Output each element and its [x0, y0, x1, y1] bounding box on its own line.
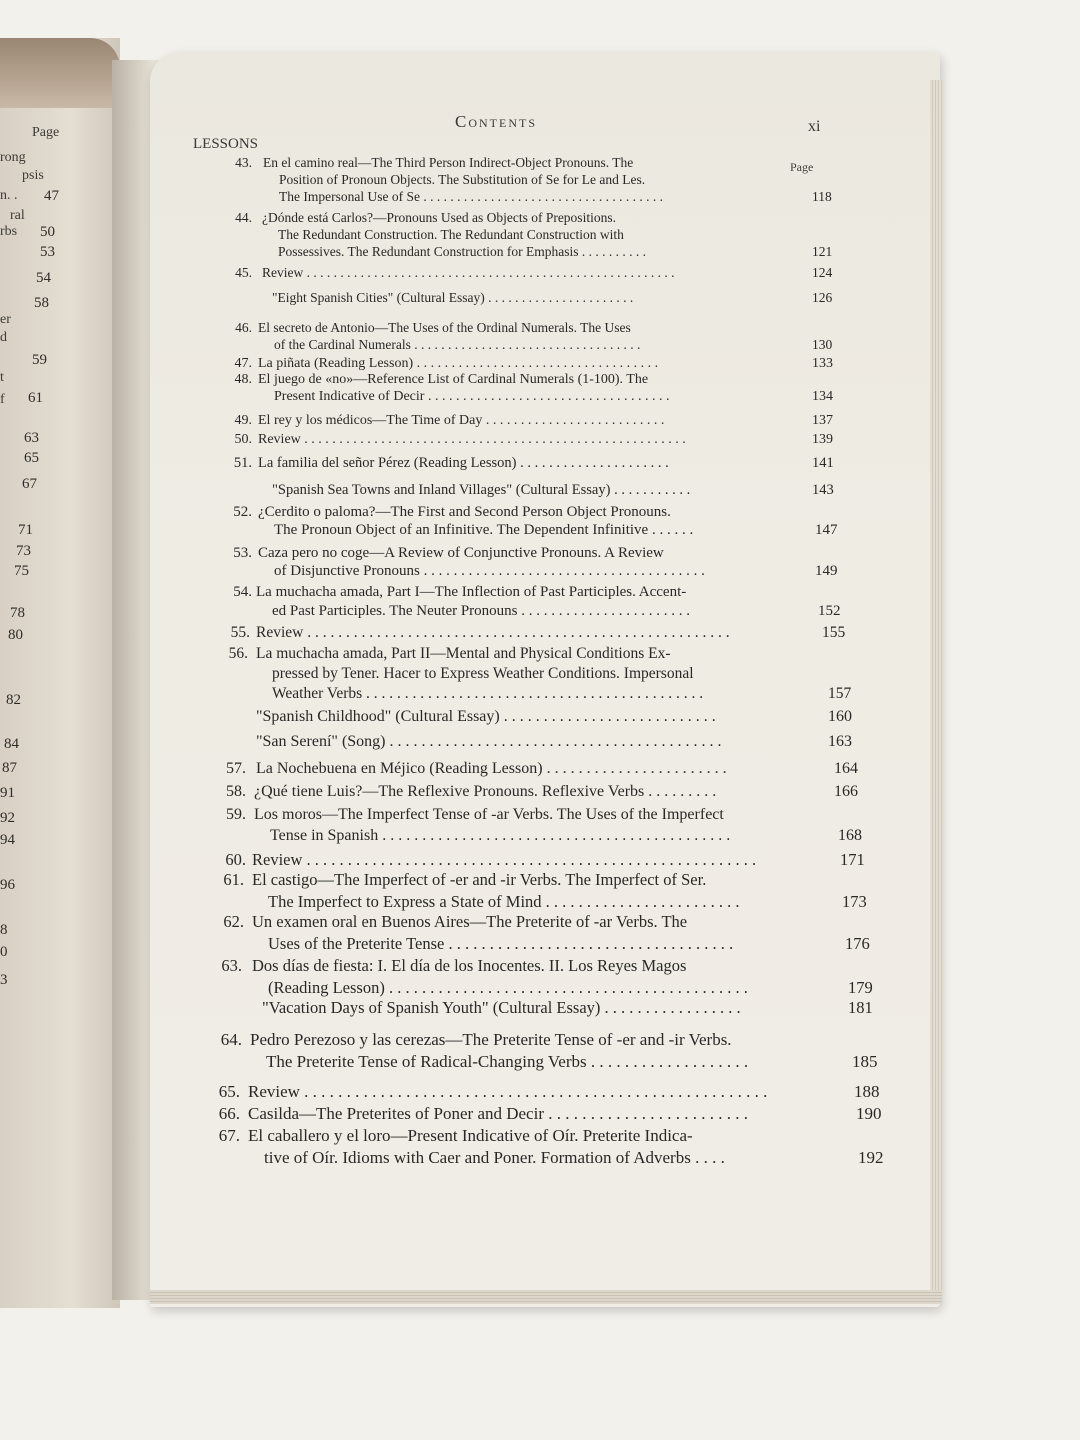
entry-line: Review . . . . . . . . . . . . . . . . . . . . . . . . . . . . . . . . . . . . . . . . . . . . . . . . . . . . . . .: [256, 624, 730, 641]
left-page-number: 84: [4, 736, 19, 752]
entry-page-number: 118: [812, 189, 832, 204]
left-page-number: 53: [40, 244, 55, 260]
entry-line: "Eight Spanish Cities" (Cultural Essay) . . . . . . . . . . . . . . . . . . . . . .: [272, 290, 634, 305]
entry-page-number: 188: [854, 1082, 880, 1101]
entry-number: 43.: [235, 155, 252, 170]
left-page-number: 63: [24, 430, 39, 446]
entry-line: ¿Qué tiene Luis?—The Reflexive Pronouns. Reflexive Verbs . . . . . . . . .: [254, 783, 717, 800]
entry-line: The Imperfect to Express a State of Mind . . . . . . . . . . . . . . . . . . . . . . . .: [268, 892, 740, 911]
entry-line: The Impersonal Use of Se . . . . . . . . . . . . . . . . . . . . . . . . . . . . . . . . . . . .: [279, 189, 663, 204]
entry-page-number: 139: [812, 432, 833, 447]
left-page-line: rong: [0, 150, 26, 165]
entry-number: 48.: [234, 372, 252, 387]
entry-page-number: 192: [858, 1148, 884, 1167]
entry-number: 62.: [223, 912, 244, 931]
left-page-line: f: [0, 392, 5, 407]
left-page-number: 8: [0, 922, 8, 938]
entry-page-number: 164: [834, 760, 858, 777]
left-page-line: d: [0, 330, 7, 345]
entry-number: 58.: [226, 783, 246, 800]
entry-page-number: 155: [822, 624, 846, 641]
entry-number: 59.: [226, 806, 246, 823]
entry-number: 54.: [233, 584, 252, 600]
entry-number: 44.: [235, 210, 252, 225]
entry-page-number: 173: [842, 892, 867, 911]
entry-line: "Spanish Childhood" (Cultural Essay) . . . . . . . . . . . . . . . . . . . . . . . . . . .: [256, 708, 716, 725]
entry-page-number: 190: [856, 1104, 882, 1123]
entry-line: Review . . . . . . . . . . . . . . . . . . . . . . . . . . . . . . . . . . . . . . . . . . . . . . . . . . . . . . .: [262, 265, 675, 280]
entry-page-number: 130: [812, 337, 833, 352]
entry-line: "San Serení" (Song) . . . . . . . . . . . . . . . . . . . . . . . . . . . . . . . . . . . . . . . . . .: [256, 733, 722, 750]
left-page-number: 75: [14, 563, 29, 579]
left-page-line: psis: [22, 168, 44, 183]
left-page-number: 87: [2, 760, 17, 776]
entry-line: Pedro Perezoso y las cerezas—The Preterite Tense of -er and -ir Verbs.: [250, 1030, 732, 1049]
entry-number: 56.: [228, 645, 248, 662]
entry-page-number: 147: [815, 522, 838, 538]
entry-page-number: 143: [812, 482, 834, 498]
entry-page-number: 157: [828, 685, 852, 702]
entry-line: The Redundant Construction. The Redundant Construction with: [278, 227, 624, 242]
left-page-number: 80: [8, 627, 23, 643]
entry-page-number: 152: [818, 603, 841, 619]
left-page-line: rbs: [0, 224, 18, 239]
entry-number: 67.: [218, 1126, 240, 1145]
left-page-number: 67: [22, 476, 37, 492]
entry-line: El juego de «no»—Reference List of Cardinal Numerals (1-100). The: [258, 372, 649, 387]
entry-number: 50.: [234, 432, 252, 447]
left-page-line: n. .: [0, 188, 18, 203]
entry-line: pressed by Tener. Hacer to Express Weather Conditions. Impersonal: [272, 665, 694, 682]
entry-line: (Reading Lesson) . . . . . . . . . . . . . . . . . . . . . . . . . . . . . . . . . . . . . . . . . . . .: [268, 978, 748, 997]
entry-number: 64.: [220, 1030, 242, 1049]
entry-number: 57.: [226, 760, 246, 777]
left-page-number: 58: [34, 295, 49, 311]
left-page-number: 73: [16, 543, 31, 559]
entry-line: Review . . . . . . . . . . . . . . . . . . . . . . . . . . . . . . . . . . . . . . . . . . . . . . . . . . . . . . .: [252, 850, 757, 869]
entry-number: 49.: [234, 413, 252, 428]
entry-number: 46.: [235, 320, 252, 335]
left-page-number: 65: [24, 450, 39, 466]
entry-line: Review . . . . . . . . . . . . . . . . . . . . . . . . . . . . . . . . . . . . . . . . . . . . . . . . . . . . . . .: [248, 1082, 768, 1101]
entry-page-number: 166: [834, 783, 858, 800]
entry-line: Un examen oral en Buenos Aires—The Preterite of -ar Verbs. The: [252, 912, 688, 931]
entry-line: "Vacation Days of Spanish Youth" (Cultural Essay) . . . . . . . . . . . . . . . . .: [262, 998, 741, 1017]
entry-line: Tense in Spanish . . . . . . . . . . . . . . . . . . . . . . . . . . . . . . . . . . . . . . . . . . . .: [270, 827, 731, 844]
entry-number: 65.: [218, 1082, 240, 1101]
entry-page-number: 179: [848, 978, 873, 997]
left-page-number: 3: [0, 972, 8, 988]
entry-number: 52.: [233, 504, 252, 520]
entry-line: La muchacha amada, Part II—Mental and Physical Conditions Ex-: [256, 645, 671, 662]
entry-line: of the Cardinal Numerals . . . . . . . . . . . . . . . . . . . . . . . . . . . . . . . . . .: [274, 337, 641, 352]
entry-line: Present Indicative of Decir . . . . . . . . . . . . . . . . . . . . . . . . . . . . . . . . . . .: [274, 389, 670, 404]
page-title: Contents: [455, 112, 538, 131]
entry-number: 60.: [225, 850, 246, 869]
entry-line: Casilda—The Preterites of Poner and Decir . . . . . . . . . . . . . . . . . . . . . . . .: [248, 1104, 748, 1123]
entry-line: En el camino real—The Third Person Indirect-Object Pronouns. The: [263, 155, 634, 170]
entry-page-number: 163: [828, 733, 852, 750]
left-page-number: 82: [6, 692, 21, 708]
entry-line: ¿Cerdito o paloma?—The First and Second Person Object Pronouns.: [258, 504, 671, 520]
left-page-line: ral: [10, 208, 25, 223]
left-page-number: 54: [36, 270, 51, 286]
entry-line: La muchacha amada, Part I—The Inflection of Past Participles. Accent-: [256, 584, 687, 600]
entry-line: Uses of the Preterite Tense . . . . . . . . . . . . . . . . . . . . . . . . . . . . . . . . . . .: [268, 934, 734, 953]
entry-page-number: 141: [812, 455, 834, 471]
entry-line: La piñata (Reading Lesson) . . . . . . . . . . . . . . . . . . . . . . . . . . . . . . . . . . .: [258, 356, 659, 371]
left-page-number: 94: [0, 832, 15, 848]
left-page-number: 78: [10, 605, 25, 621]
page-edges-right: [930, 80, 944, 1295]
entry-line: Caza pero no coge—A Review of Conjunctive Pronouns. A Review: [258, 545, 664, 561]
entry-page-number: 121: [812, 244, 833, 259]
entry-page-number: 160: [828, 708, 852, 725]
entry-line: tive of Oír. Idioms with Caer and Poner. Formation of Adverbs . . . .: [264, 1148, 725, 1167]
entry-number: 55.: [230, 624, 250, 641]
entry-line: La Nochebuena en Méjico (Reading Lesson) . . . . . . . . . . . . . . . . . . . . . . .: [256, 760, 727, 777]
entry-page-number: 185: [852, 1052, 878, 1071]
section-label: LESSONS: [193, 136, 259, 152]
entry-line: of Disjunctive Pronouns . . . . . . . . . . . . . . . . . . . . . . . . . . . . . . . . . . . . . .: [274, 563, 705, 579]
page-number: xi: [808, 118, 821, 135]
entry-page-number: 137: [812, 413, 833, 428]
entry-line: The Preterite Tense of Radical-Changing Verbs . . . . . . . . . . . . . . . . . . .: [266, 1052, 749, 1071]
left-page-number: 92: [0, 810, 15, 826]
entry-line: Position of Pronoun Objects. The Substitution of Se for Le and Les.: [279, 172, 646, 187]
entry-line: "Spanish Sea Towns and Inland Villages" (Cultural Essay) . . . . . . . . . . .: [272, 482, 691, 498]
entry-number: 63.: [221, 956, 242, 975]
entry-number: 47.: [234, 356, 252, 371]
left-page-number: 96: [0, 877, 15, 893]
entry-page-number: 149: [815, 563, 838, 579]
entry-line: El castigo—The Imperfect of -er and -ir Verbs. The Imperfect of Ser.: [252, 870, 707, 889]
entry-line: El rey y los médicos—The Time of Day . . . . . . . . . . . . . . . . . . . . . . . . . .: [258, 413, 665, 428]
entry-line: Dos días de fiesta: I. El día de los Inocentes. II. Los Reyes Magos: [252, 956, 687, 975]
entry-line: Possessives. The Redundant Construction for Emphasis . . . . . . . . . .: [278, 244, 646, 259]
entry-number: 66.: [218, 1104, 240, 1123]
entry-line: Los moros—The Imperfect Tense of -ar Verbs. The Uses of the Imperfect: [254, 806, 724, 823]
entry-page-number: 181: [848, 998, 873, 1017]
left-page-number: 71: [18, 522, 33, 538]
entry-number: 45.: [235, 265, 252, 280]
entry-line: Weather Verbs . . . . . . . . . . . . . . . . . . . . . . . . . . . . . . . . . . . . . . . . . . . .: [272, 685, 704, 702]
page-edges-bottom: [150, 1290, 942, 1304]
entry-line: El secreto de Antonio—The Uses of the Ordinal Numerals. The Uses: [258, 320, 631, 335]
book-cover-edge: [0, 38, 120, 108]
entry-number: 53.: [233, 545, 252, 561]
left-page-line: t: [0, 370, 4, 385]
left-page-line: Page: [32, 125, 60, 140]
left-page-line: er: [0, 312, 11, 327]
entry-number: 61.: [223, 870, 244, 889]
left-page: [0, 38, 120, 1308]
entry-page-number: 168: [838, 827, 862, 844]
entry-page-number: 134: [812, 389, 833, 404]
entry-page-number: 176: [845, 934, 870, 953]
entry-page-number: 171: [840, 850, 865, 869]
entry-line: Review . . . . . . . . . . . . . . . . . . . . . . . . . . . . . . . . . . . . . . . . . . . . . . . . . . . . . . .: [258, 432, 686, 447]
left-page-number: 47: [44, 188, 59, 204]
left-page-number: 59: [32, 352, 47, 368]
entry-line: ed Past Participles. The Neuter Pronouns . . . . . . . . . . . . . . . . . . . . . . .: [272, 603, 691, 619]
entry-line: The Pronoun Object of an Infinitive. The Dependent Infinitive . . . . . .: [274, 522, 694, 538]
entry-page-number: 124: [812, 265, 833, 280]
page-column-label: Page: [790, 160, 814, 174]
entry-line: ¿Dónde está Carlos?—Pronouns Used as Objects of Prepositions.: [262, 210, 616, 225]
left-page-number: 61: [28, 390, 43, 406]
left-page-number: 0: [0, 944, 8, 960]
entry-line: El caballero y el loro—Present Indicative of Oír. Preterite Indica-: [248, 1126, 693, 1145]
left-page-number: 91: [0, 785, 15, 801]
left-page-number: 50: [40, 224, 55, 240]
entry-page-number: 126: [812, 290, 833, 305]
entry-line: La familia del señor Pérez (Reading Lesson) . . . . . . . . . . . . . . . . . . . . .: [258, 455, 669, 471]
entry-number: 51.: [233, 455, 252, 471]
entry-page-number: 133: [812, 356, 833, 371]
